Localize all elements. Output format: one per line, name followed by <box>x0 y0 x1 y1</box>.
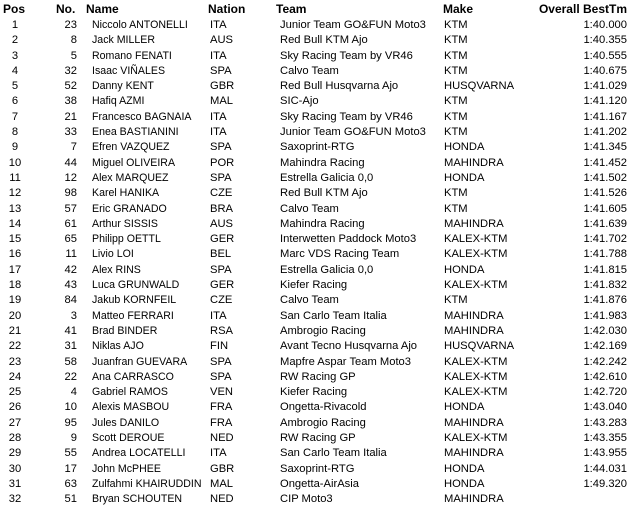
best-time-cell: 1:49.320 <box>583 477 627 490</box>
best-time-cell: 1:42.169 <box>583 340 627 353</box>
nation-cell: ITA <box>210 309 227 322</box>
table-row <box>0 263 630 278</box>
rider-name-cell: Danny KENT <box>92 80 154 93</box>
best-time-cell: 1:41.029 <box>583 80 627 93</box>
header-nation: Nation <box>208 2 246 16</box>
number-cell: 38 <box>64 95 77 108</box>
table-row <box>0 232 630 247</box>
table-row <box>0 171 630 186</box>
nation-cell: GER <box>210 233 235 246</box>
nation-cell: AUS <box>210 217 234 230</box>
make-cell: HUSQVARNA <box>444 340 515 353</box>
rider-name-cell: Efren VAZQUEZ <box>92 141 170 154</box>
team-cell: Saxoprint-RTG <box>280 141 355 154</box>
best-time-cell: 1:43.283 <box>583 416 627 429</box>
make-cell: HONDA <box>444 263 485 276</box>
team-cell: Mahindra Racing <box>280 217 365 230</box>
team-cell: Mahindra Racing <box>280 156 365 169</box>
team-cell: Sky Racing Team by VR46 <box>280 110 413 123</box>
make-cell: KTM <box>444 126 468 139</box>
table-row <box>0 416 630 431</box>
team-cell: Saxoprint-RTG <box>280 462 355 475</box>
best-time-cell: 1:42.242 <box>583 355 627 368</box>
nation-cell: BRA <box>210 202 234 215</box>
best-time-cell: 1:43.955 <box>583 447 627 460</box>
table-row <box>0 110 630 125</box>
nation-cell: CZE <box>210 187 233 200</box>
make-cell: MAHINDRA <box>444 324 504 337</box>
number-cell: 7 <box>70 141 77 154</box>
rider-name-cell: Isaac VIÑALES <box>92 64 166 77</box>
team-cell: San Carlo Team Italia <box>280 447 387 460</box>
nation-cell: FRA <box>210 401 233 414</box>
nation-cell: FIN <box>210 340 229 353</box>
team-cell: Mapfre Aspar Team Moto3 <box>280 355 411 368</box>
make-cell: KTM <box>444 294 468 307</box>
table-row <box>0 18 630 33</box>
make-cell: KTM <box>444 187 468 200</box>
team-cell: Calvo Team <box>280 202 339 215</box>
rider-name-cell: Jules DANILO <box>92 416 160 429</box>
rider-name-cell: Alex RINS <box>92 263 141 276</box>
make-cell: KALEX-KTM <box>444 386 508 399</box>
table-row <box>0 370 630 385</box>
nation-cell: CZE <box>210 294 233 307</box>
team-cell: Marc VDS Racing Team <box>280 248 400 261</box>
rider-name-cell: Romano FENATI <box>92 49 172 62</box>
number-cell: 44 <box>64 156 77 169</box>
nation-cell: ITA <box>210 126 227 139</box>
rider-name-cell: Miguel OLIVEIRA <box>92 156 176 169</box>
pos-cell: 6 <box>11 95 19 108</box>
rider-name-cell: Eric GRANADO <box>92 202 167 215</box>
team-cell: Sky Racing Team by VR46 <box>280 49 413 62</box>
nation-cell: ITA <box>210 110 227 123</box>
rider-name-cell: Niklas AJO <box>92 340 144 353</box>
team-cell: Red Bull Husqvarna Ajo <box>280 80 399 93</box>
nation-cell: SPA <box>210 141 232 154</box>
number-cell: 4 <box>70 386 77 399</box>
nation-cell: GBR <box>210 80 235 93</box>
pos-cell: 18 <box>8 279 22 292</box>
pos-cell: 1 <box>11 19 19 31</box>
number-cell: 43 <box>64 279 77 292</box>
table-row <box>0 339 630 354</box>
number-cell: 42 <box>64 263 77 276</box>
pos-cell: 26 <box>8 401 22 414</box>
pos-cell: 2 <box>11 34 19 47</box>
rider-name-cell: Ana CARRASCO <box>92 370 174 383</box>
best-time-cell: 1:41.605 <box>583 202 627 215</box>
nation-cell: NED <box>210 432 234 445</box>
best-time-cell: 1:41.167 <box>583 110 627 123</box>
header-make: Make <box>443 2 474 16</box>
nation-cell: GBR <box>210 462 235 475</box>
rider-name-cell: Brad BINDER <box>92 324 158 337</box>
rider-name-cell: Hafiq AZMI <box>92 95 145 108</box>
team-cell: Red Bull KTM Ajo <box>280 34 368 47</box>
nation-cell: NED <box>210 493 234 506</box>
number-cell: 12 <box>64 171 77 184</box>
team-cell: RW Racing GP <box>280 432 356 445</box>
pos-cell: 14 <box>8 217 22 230</box>
number-cell: 11 <box>65 248 77 261</box>
table-row <box>0 94 630 109</box>
best-time-cell: 1:42.610 <box>583 370 627 383</box>
make-cell: KTM <box>444 95 468 108</box>
nation-cell: FRA <box>210 416 233 429</box>
nation-cell: VEN <box>210 386 234 399</box>
header-name: Name <box>86 2 119 16</box>
best-time-cell: 1:41.120 <box>583 95 627 108</box>
number-cell: 17 <box>64 462 77 475</box>
rider-name-cell: Scott DEROUE <box>92 432 165 445</box>
number-cell: 58 <box>64 355 77 368</box>
nation-cell: MAL <box>210 95 234 108</box>
table-body <box>0 18 630 508</box>
make-cell: MAHINDRA <box>444 309 504 322</box>
table-row <box>0 431 630 446</box>
nation-cell: SPA <box>210 64 232 77</box>
number-cell: 63 <box>64 477 77 490</box>
number-cell: 9 <box>70 432 77 445</box>
pos-cell: 29 <box>8 447 22 460</box>
nation-cell: SPA <box>210 263 232 276</box>
team-cell: Ambrogio Racing <box>280 416 366 429</box>
rider-name-cell: Livio LOI <box>92 248 134 261</box>
pos-cell: 7 <box>11 110 19 123</box>
make-cell: KTM <box>444 202 468 215</box>
table-row <box>0 278 630 293</box>
team-cell: Junior Team GO&FUN Moto3 <box>280 19 426 31</box>
pos-cell: 10 <box>8 156 22 169</box>
table-row <box>0 33 630 48</box>
table-row <box>0 293 630 308</box>
rider-name-cell: Jakub KORNFEIL <box>92 294 177 307</box>
number-cell: 8 <box>70 34 77 47</box>
make-cell: KALEX-KTM <box>444 279 508 292</box>
pos-cell: 11 <box>9 171 21 184</box>
nation-cell: SPA <box>210 370 232 383</box>
best-time-cell: 1:41.345 <box>583 141 627 154</box>
table-row <box>0 217 630 232</box>
rider-name-cell: Arthur SISSIS <box>92 217 158 230</box>
number-cell: 61 <box>64 217 77 230</box>
pos-cell: 16 <box>8 248 22 261</box>
rider-name-cell: Andrea LOCATELLI <box>92 447 186 460</box>
table-row <box>0 140 630 155</box>
table-row <box>0 309 630 324</box>
table-row <box>0 446 630 461</box>
team-cell: San Carlo Team Italia <box>280 309 387 322</box>
best-time-cell: 1:40.355 <box>583 34 627 47</box>
make-cell: KTM <box>444 34 468 47</box>
pos-cell: 4 <box>11 64 19 77</box>
header-number: No. <box>56 2 76 16</box>
number-cell: 32 <box>64 64 77 77</box>
pos-cell: 5 <box>11 80 19 93</box>
rider-name-cell: John McPHEE <box>92 462 161 475</box>
table-row <box>0 355 630 370</box>
best-time-cell: 1:41.983 <box>583 309 627 322</box>
team-cell: Estrella Galicia 0,0 <box>280 263 374 276</box>
number-cell: 31 <box>64 340 77 353</box>
pos-cell: 21 <box>8 324 22 337</box>
best-time-cell: 1:41.526 <box>583 187 627 200</box>
pos-cell: 28 <box>8 432 22 445</box>
table-row <box>0 186 630 201</box>
best-time-cell: 1:41.702 <box>583 233 627 246</box>
make-cell: MAHINDRA <box>444 416 504 429</box>
make-cell: KALEX-KTM <box>444 248 508 261</box>
number-cell: 51 <box>64 493 77 506</box>
number-cell: 95 <box>64 416 77 429</box>
make-cell: MAHINDRA <box>444 447 504 460</box>
number-cell: 3 <box>70 309 77 322</box>
pos-cell: 3 <box>11 49 19 62</box>
number-cell: 84 <box>64 294 77 307</box>
team-cell: Avant Tecno Husqvarna Ajo <box>280 340 418 353</box>
team-cell: Ambrogio Racing <box>280 324 366 337</box>
number-cell: 21 <box>64 110 77 123</box>
pos-cell: 32 <box>8 493 22 506</box>
pos-cell: 23 <box>8 355 22 368</box>
table-row <box>0 49 630 64</box>
team-cell: RW Racing GP <box>280 370 356 383</box>
rider-name-cell: Alex MARQUEZ <box>92 171 169 184</box>
nation-cell: SPA <box>210 355 232 368</box>
nation-cell: ITA <box>210 447 227 460</box>
rider-name-cell: Karel HANIKA <box>92 187 160 200</box>
team-cell: Kiefer Racing <box>280 386 348 399</box>
table-row <box>0 462 630 477</box>
best-time-cell: 1:41.832 <box>583 279 627 292</box>
table-row <box>0 492 630 507</box>
make-cell: KALEX-KTM <box>444 432 508 445</box>
number-cell: 22 <box>64 370 77 383</box>
table-row <box>0 156 630 171</box>
table-header <box>0 0 630 18</box>
nation-cell: POR <box>210 156 235 169</box>
team-cell: Kiefer Racing <box>280 279 348 292</box>
pos-cell: 24 <box>8 370 22 383</box>
rider-name-cell: Bryan SCHOUTEN <box>92 493 183 506</box>
number-cell: 65 <box>64 233 77 246</box>
make-cell: HONDA <box>444 462 485 475</box>
header-team: Team <box>276 2 307 16</box>
pos-cell: 8 <box>11 126 19 139</box>
number-cell: 23 <box>64 19 77 31</box>
number-cell: 55 <box>64 447 77 460</box>
table-row <box>0 477 630 492</box>
nation-cell: BEL <box>210 248 232 261</box>
table-row <box>0 385 630 400</box>
pos-cell: 25 <box>8 386 22 399</box>
nation-cell: ITA <box>210 19 227 31</box>
pos-cell: 9 <box>11 141 19 154</box>
best-time-cell: 1:42.720 <box>583 386 627 399</box>
make-cell: KALEX-KTM <box>444 370 508 383</box>
rider-name-cell: Gabriel RAMOS <box>92 386 168 399</box>
best-time-cell: 1:41.815 <box>583 263 627 276</box>
make-cell: MAHINDRA <box>444 493 504 506</box>
team-cell: Ongetta-Rivacold <box>280 401 367 414</box>
team-cell: Calvo Team <box>280 64 339 77</box>
rider-name-cell: Philipp OETTL <box>92 233 161 246</box>
rider-name-cell: Enea BASTIANINI <box>92 126 179 139</box>
team-cell: Estrella Galicia 0,0 <box>280 171 374 184</box>
rider-name-cell: Francesco BAGNAIA <box>92 110 192 123</box>
number-cell: 10 <box>64 401 77 414</box>
nation-cell: MAL <box>210 477 234 490</box>
pos-cell: 20 <box>8 309 22 322</box>
rider-name-cell: Niccolo ANTONELLI <box>92 19 188 31</box>
team-cell: Red Bull KTM Ajo <box>280 187 368 200</box>
number-cell: 33 <box>64 126 77 139</box>
header-pos: Pos <box>3 2 26 16</box>
pos-cell: 30 <box>8 462 22 475</box>
best-time-cell: 1:41.639 <box>583 217 627 230</box>
make-cell: HUSQVARNA <box>444 80 515 93</box>
best-time-cell: 1:42.030 <box>583 324 627 337</box>
make-cell: KTM <box>444 64 468 77</box>
make-cell: MAHINDRA <box>444 217 504 230</box>
nation-cell: ITA <box>210 49 227 62</box>
number-cell: 5 <box>70 49 77 62</box>
make-cell: HONDA <box>444 141 485 154</box>
table-row <box>0 247 630 262</box>
rider-name-cell: Juanfran GUEVARA <box>92 355 188 368</box>
team-cell: Junior Team GO&FUN Moto3 <box>280 126 426 139</box>
best-time-cell: 1:43.355 <box>583 432 627 445</box>
rider-name-cell: Matteo FERRARI <box>92 309 174 322</box>
pos-cell: 17 <box>8 263 22 276</box>
make-cell: HONDA <box>444 401 485 414</box>
best-time-cell: 1:41.202 <box>583 126 627 139</box>
number-cell: 52 <box>64 80 77 93</box>
table-row <box>0 125 630 140</box>
header-best-time: Overall BestTm <box>538 2 627 16</box>
pos-cell: 31 <box>8 477 22 490</box>
number-cell: 57 <box>64 202 77 215</box>
best-time-cell: 1:41.876 <box>583 294 627 307</box>
best-time-cell: 1:40.675 <box>583 64 627 77</box>
table-row <box>0 400 630 415</box>
table-row <box>0 324 630 339</box>
team-cell: SIC-Ajo <box>280 95 319 108</box>
team-cell: Ongetta-AirAsia <box>280 477 359 490</box>
make-cell: KALEX-KTM <box>444 355 508 368</box>
make-cell: HONDA <box>444 477 485 490</box>
table-row <box>0 64 630 79</box>
rider-name-cell: Alexis MASBOU <box>92 401 170 414</box>
pos-cell: 19 <box>8 294 22 307</box>
make-cell: KALEX-KTM <box>444 233 508 246</box>
pos-cell: 12 <box>8 187 22 200</box>
make-cell: KTM <box>444 19 468 31</box>
best-time-cell: 1:41.502 <box>583 171 627 184</box>
pos-cell: 22 <box>8 340 22 353</box>
best-time-cell: 1:44.031 <box>583 462 627 475</box>
pos-cell: 27 <box>8 416 22 429</box>
best-time-cell: 1:40.555 <box>583 49 627 62</box>
pos-cell: 13 <box>8 202 22 215</box>
table-row <box>0 202 630 217</box>
rider-name-cell: Luca GRUNWALD <box>92 279 180 292</box>
nation-cell: SPA <box>210 171 232 184</box>
team-cell: Calvo Team <box>280 294 339 307</box>
pos-cell: 15 <box>8 233 22 246</box>
number-cell: 98 <box>64 187 77 200</box>
rider-name-cell: Jack MILLER <box>92 34 155 47</box>
make-cell: HONDA <box>444 171 485 184</box>
table-row <box>0 79 630 94</box>
make-cell: KTM <box>444 110 468 123</box>
nation-cell: GER <box>210 279 235 292</box>
team-cell: Interwetten Paddock Moto3 <box>280 233 417 246</box>
best-time-cell: 1:41.788 <box>583 248 627 261</box>
make-cell: MAHINDRA <box>444 156 504 169</box>
rider-name-cell: Zulfahmi KHAIRUDDIN <box>92 477 202 490</box>
nation-cell: AUS <box>210 34 234 47</box>
number-cell: 41 <box>64 324 77 337</box>
best-time-cell: 1:43.040 <box>583 401 627 414</box>
nation-cell: RSA <box>210 324 234 337</box>
make-cell: KTM <box>444 49 468 62</box>
best-time-cell: 1:40.000 <box>583 19 627 31</box>
team-cell: CIP Moto3 <box>280 493 333 506</box>
best-time-cell: 1:41.452 <box>583 156 627 169</box>
